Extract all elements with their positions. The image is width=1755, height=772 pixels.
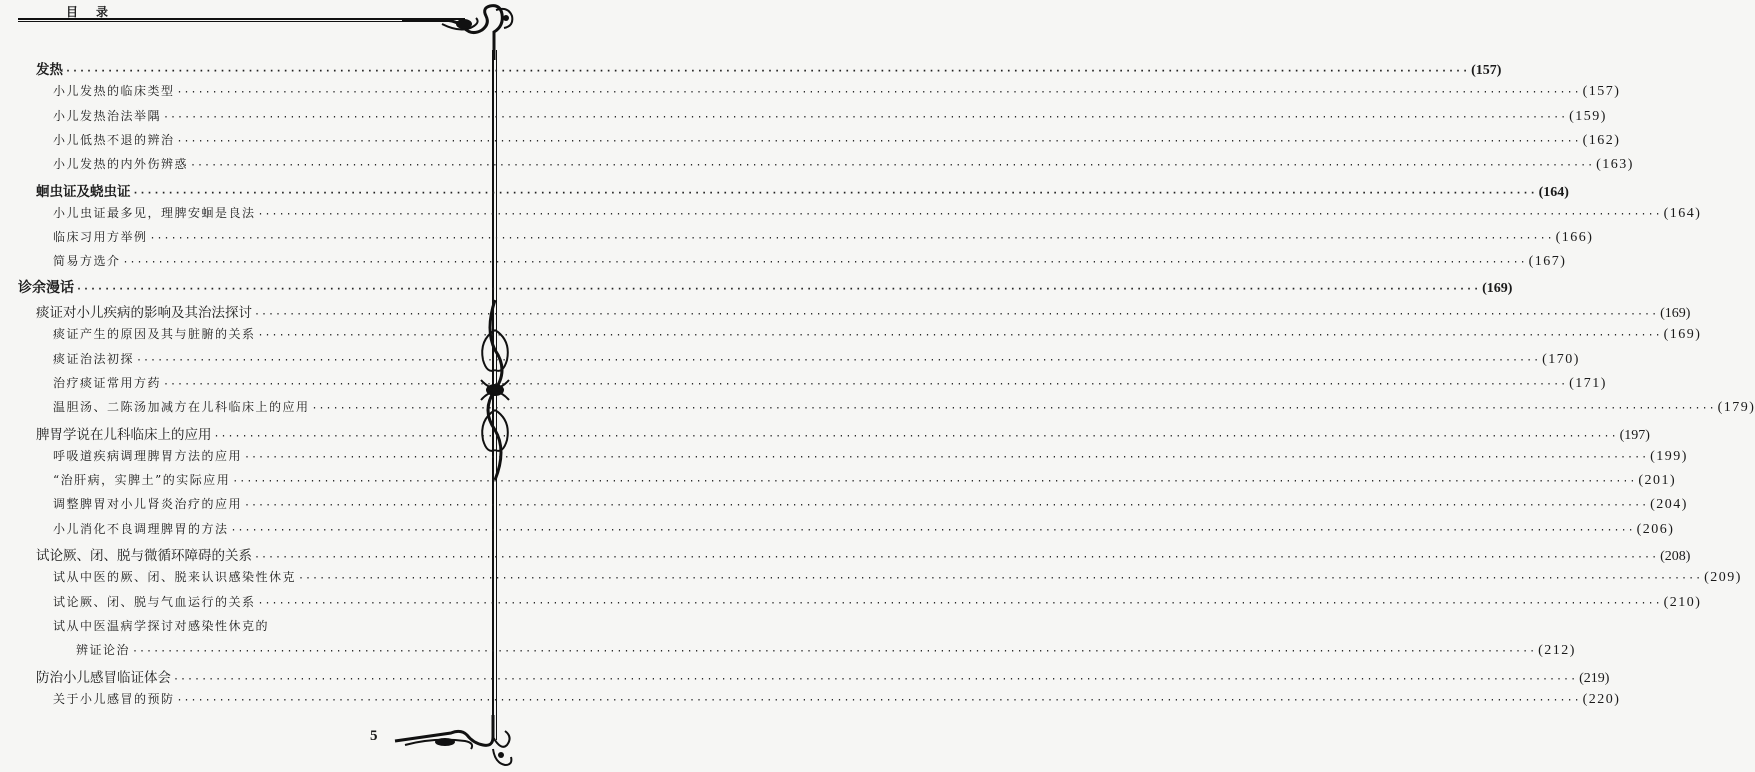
toc-leader-dots: ········································································································································································································ [163, 111, 1568, 123]
toc-entry-title: 试从中医的厥、闭、脱来认识感染性休克 [53, 570, 297, 585]
toc-entry-page: (179) [1717, 400, 1755, 416]
toc-entry-title: 小儿发热治法举隅 [53, 108, 162, 123]
toc-leader-dots: ········································································································································································································ [176, 87, 1581, 99]
toc-entry[interactable] [36, 301, 1691, 323]
toc-entry-page: (212) [1538, 643, 1576, 659]
toc-entry-title: 蛔虫证及蛲虫证 [36, 183, 131, 200]
toc-entry-title: “治肝病，实脾土”的实际应用 [53, 473, 231, 488]
toc-entry-title: 简易方选介 [53, 254, 121, 269]
toc-entry-page: (197) [1619, 427, 1650, 443]
toc-leader-dots: ········································································································································································································ [190, 160, 1595, 172]
toc-leader-dots: ········································································································································································································ [173, 673, 1578, 685]
toc-entry-page: (208) [1660, 549, 1691, 564]
toc-entry-title: 治疗痰证常用方药 [53, 375, 162, 390]
toc-entry-title: 调整脾胃对小儿肾炎治疗的应用 [53, 497, 243, 512]
toc-leader-dots: ········································································································································································································ [132, 187, 1537, 199]
header-rule [18, 18, 465, 20]
toc-entry-page: (166) [1555, 230, 1594, 246]
toc-entry[interactable] [53, 398, 1755, 420]
toc-entry-title: 小儿虫证最多见，理脾安蛔是良法 [53, 205, 256, 220]
toc-entry-title: 痰证对小儿疾病的影响及其治法探讨 [36, 305, 252, 321]
toc-entry-continued: 试从中医温病学探讨对感染性休克的 [53, 618, 270, 633]
toc-entry-title: 辨证论治 [76, 643, 131, 658]
toc-entry-title: 关于小儿感冒的预防 [53, 691, 175, 706]
toc-leader-dots: ········································································································································································································ [257, 597, 1662, 609]
toc-entry-title: 呼吸道疾病调理脾胃方法的应用 [53, 448, 243, 463]
toc-leader-dots: ········································································································································································································ [232, 476, 1637, 488]
toc-entry[interactable] [53, 471, 1677, 493]
toc-leader-dots: ········································································································································································································ [132, 646, 1537, 658]
toc-entry-title: 脾胃学说在儿科临床上的应用 [36, 426, 212, 443]
toc-entry-page: (167) [1528, 254, 1567, 270]
toc-entry-page: (201) [1638, 473, 1677, 489]
toc-entry-page: (169) [1663, 327, 1702, 343]
toc-entry[interactable] [53, 131, 1621, 153]
running-header: 目录 [66, 5, 127, 19]
toc-entry-page: (171) [1569, 375, 1607, 391]
toc-entry[interactable] [53, 568, 1742, 590]
toc-entry-title: 痰证治法初探 [53, 351, 135, 366]
toc-entry-page: (164) [1663, 205, 1702, 221]
toc-leader-dots: ········································································································································································································ [230, 524, 1635, 536]
toc-leader-dots: ········································································································································································································ [149, 233, 1554, 245]
toc-entry-page: (157) [1582, 84, 1621, 100]
toc-entry-page: (157) [1471, 63, 1502, 78]
toc-leader-dots: ········································································································································································································ [311, 403, 1716, 415]
toc-entry-title: 温胆汤、二陈汤加减方在儿科临床上的应用 [53, 400, 310, 415]
toc-leader-dots: ········································································································································································································ [257, 330, 1662, 342]
toc-entry[interactable] [53, 495, 1688, 517]
toc-entry[interactable] [53, 204, 1702, 226]
toc-entry[interactable] [53, 252, 1567, 274]
toc-entry[interactable] [53, 350, 1580, 372]
toc-leader-dots: ········································································································································································································ [244, 500, 1649, 512]
toc-entry-title: 试论厥、闭、脱与微循环障碍的关系 [36, 548, 252, 564]
toc-leader-dots: ········································································································································································································ [76, 283, 1481, 295]
toc-entry-page: (170) [1542, 351, 1580, 367]
toc-leader-dots: ········································································································································································································ [176, 135, 1581, 147]
toc-leader-dots: ········································································································································································································ [65, 66, 1470, 77]
toc-entry-title: 小儿消化不良调理脾胃的方法 [53, 521, 229, 536]
toc-entry-title: 临床习用方举例 [53, 230, 148, 245]
toc-entry-page: (162) [1582, 132, 1621, 148]
toc-entry[interactable] [18, 277, 1513, 299]
toc-entry-title: 小儿低热不退的辨治 [53, 132, 175, 147]
toc-entry-title: 小儿发热的临床类型 [53, 84, 175, 99]
toc-entry[interactable] [36, 180, 1569, 202]
corner-ornament-top-icon [402, 0, 515, 60]
header-rule-thin [18, 21, 465, 22]
toc-entry-page: (219) [1579, 670, 1610, 686]
toc-entry-title: 防治小儿感冒临证体会 [36, 669, 171, 686]
toc-entry[interactable] [53, 593, 1702, 615]
toc-entry[interactable] [36, 544, 1691, 566]
toc-leader-dots: ········································································································································································································ [257, 208, 1662, 220]
toc-leader-dots: ········································································································································································································ [254, 552, 1659, 563]
toc-entry[interactable] [53, 155, 1634, 177]
toc-entry-page: (169) [1660, 306, 1691, 321]
toc-entry[interactable] [53, 228, 1594, 250]
toc-leader-dots: ········································································································································································································ [298, 573, 1703, 585]
toc-entry[interactable] [76, 641, 1576, 663]
toc-leader-dots: ········································································································································································································ [244, 451, 1649, 463]
toc-leader-dots: ········································································································································································································ [254, 309, 1659, 320]
toc-entry-page: (199) [1650, 448, 1688, 464]
toc-entry[interactable] [53, 447, 1688, 469]
page-number: 5 [370, 728, 378, 744]
toc-entry-page: (204) [1650, 497, 1688, 513]
toc-entry-page: (169) [1482, 280, 1513, 296]
toc-entry[interactable] [53, 107, 1607, 129]
toc-entry-page: (220) [1582, 691, 1621, 707]
toc-entry[interactable] [36, 666, 1610, 688]
toc-entry-title: 小儿发热的内外伤辨惑 [53, 157, 189, 172]
toc-entry-title: 诊余漫话 [18, 279, 74, 296]
toc-entry-page: (163) [1596, 157, 1634, 173]
toc-entry-title: 痰证产生的原因及其与脏腑的关系 [53, 327, 256, 342]
toc-entry-page: (159) [1569, 108, 1607, 124]
toc-entry-page: (164) [1538, 184, 1569, 200]
toc-leader-dots: ········································································································································································································ [213, 430, 1618, 442]
toc-leader-dots: ········································································································································································································ [122, 257, 1527, 269]
toc-leader-dots: ········································································································································································································ [163, 378, 1568, 390]
toc-entry-title: 发热 [36, 62, 63, 78]
toc-entry-page: (209) [1704, 570, 1742, 586]
toc-entry[interactable] [36, 58, 1502, 80]
toc-entry-page: (206) [1636, 521, 1675, 537]
toc-leader-dots: ········································································································································································································ [176, 694, 1581, 706]
toc-entry-title: 试论厥、闭、脱与气血运行的关系 [53, 594, 256, 609]
toc-leader-dots: ········································································································································································································ [136, 354, 1541, 366]
toc-entry[interactable] [36, 423, 1650, 445]
toc-entry-page: (210) [1663, 594, 1702, 610]
corner-ornament-bottom-icon [395, 715, 515, 772]
toc-entry[interactable] [53, 82, 1621, 104]
toc-entry[interactable] [53, 374, 1607, 396]
toc-entry[interactable] [53, 520, 1675, 542]
toc-entry[interactable] [53, 325, 1702, 347]
toc-entry[interactable] [53, 690, 1621, 712]
